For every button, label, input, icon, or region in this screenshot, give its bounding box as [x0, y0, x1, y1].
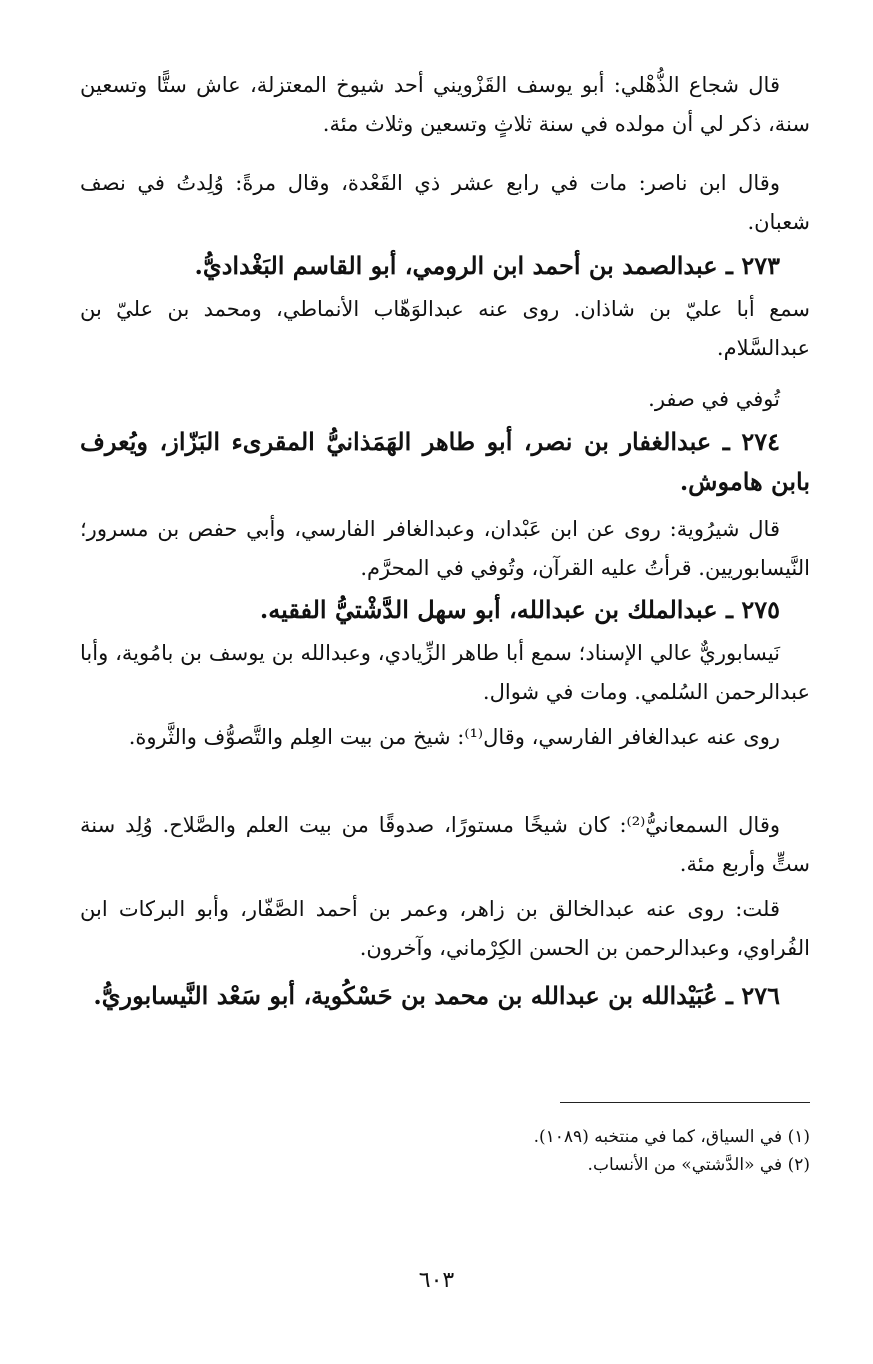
entry-heading-273: ٢٧٣ ـ عبدالصمد بن أحمد ابن الرومي، أبو القاسم البَغْداديُّ. — [194, 251, 780, 280]
paragraph-273-narration: سمع أبا عليّ بن شاذان. روى عنه عبدالوَهّاب الأنماطي، ومحمد بن عليّ بن عبدالسَّلام. — [80, 297, 810, 360]
page-number: ٦٠٣ — [418, 1268, 455, 1293]
footnote-1: (١) في السياق، كما في منتخبه (١٠٨٩). — [533, 1127, 810, 1147]
paragraph-275-origin: نَيسابوريٌّ عالي الإسناد؛ سمع أبا طاهر الزِّيادي، وعبدالله بن يوسف بن بامُوية، وأبا عبدالرحمن السُلمي. ومات في شوال. — [80, 641, 810, 704]
entry-heading-275: ٢٧٥ ـ عبدالملك بن عبدالله، أبو سهل الدَّشْتيُّ الفقيه. — [259, 595, 780, 624]
entry-heading-274: ٢٧٤ ـ عبدالغفار بن نصر، أبو طاهر الهَمَذانيُّ المقرىء البَزّاز، ويُعرف بابن هاموش. — [80, 427, 810, 496]
entry-heading-276: ٢٧٦ ـ عُبَيْدالله بن عبدالله بن محمد بن حَسْكُوية، أبو سَعْد النَّيسابوريُّ. — [93, 981, 780, 1010]
footnote-2: (٢) في «الدَّشتي» من الأنساب. — [587, 1155, 810, 1175]
paragraph-274-shiruya: قال شيرُوية: روى عن ابن عَبْدان، وعبدالغافر الفارسي، وأبي حفص بن مسرور؛ النَّيسابوريين. قرأتُ عليه القرآن، وتُوفي في المحرَّم. — [80, 517, 810, 580]
paragraph-ibn-nasir: وقال ابن ناصر: مات في رابع عشر ذي القَعْدة، وقال مرةً: وُلِدتُ في نصف شعبان. — [80, 171, 810, 234]
paragraph-275-samani: وقال السمعانيُّ⁽²⁾: كان شيخًا مستورًا، صدوقًا من بيت العلم والصَّلاح. وُلِد سنة ستٍّ وأربع مئة. — [80, 813, 810, 876]
paragraph-275-narrators: قلت: روى عنه عبدالخالق بن زاهر، وعمر بن أحمد الصَّفّار، وأبو البركات ابن الفُراوي، وعبدالرحمن بن الحسن الكِرْماني، وآخرون. — [80, 897, 810, 960]
paragraph-shujaa-quote: قال شجاع الذُّهْلي: أبو يوسف القَزْويني أحد شيوخ المعتزلة، عاش ستًّا وتسعين سنة، ذكر لي أن مولده في سنة ثلاثٍ وتسعين وثلاث مئة. — [80, 73, 810, 136]
footnote-divider — [560, 1102, 810, 1103]
paragraph-273-death: تُوفي في صفر. — [648, 387, 780, 411]
paragraph-275-abdulghafir: روى عنه عبدالغافر الفارسي، وقال⁽¹⁾: شيخ من بيت العِلم والتَّصوُّف والثَّروة. — [128, 725, 780, 749]
